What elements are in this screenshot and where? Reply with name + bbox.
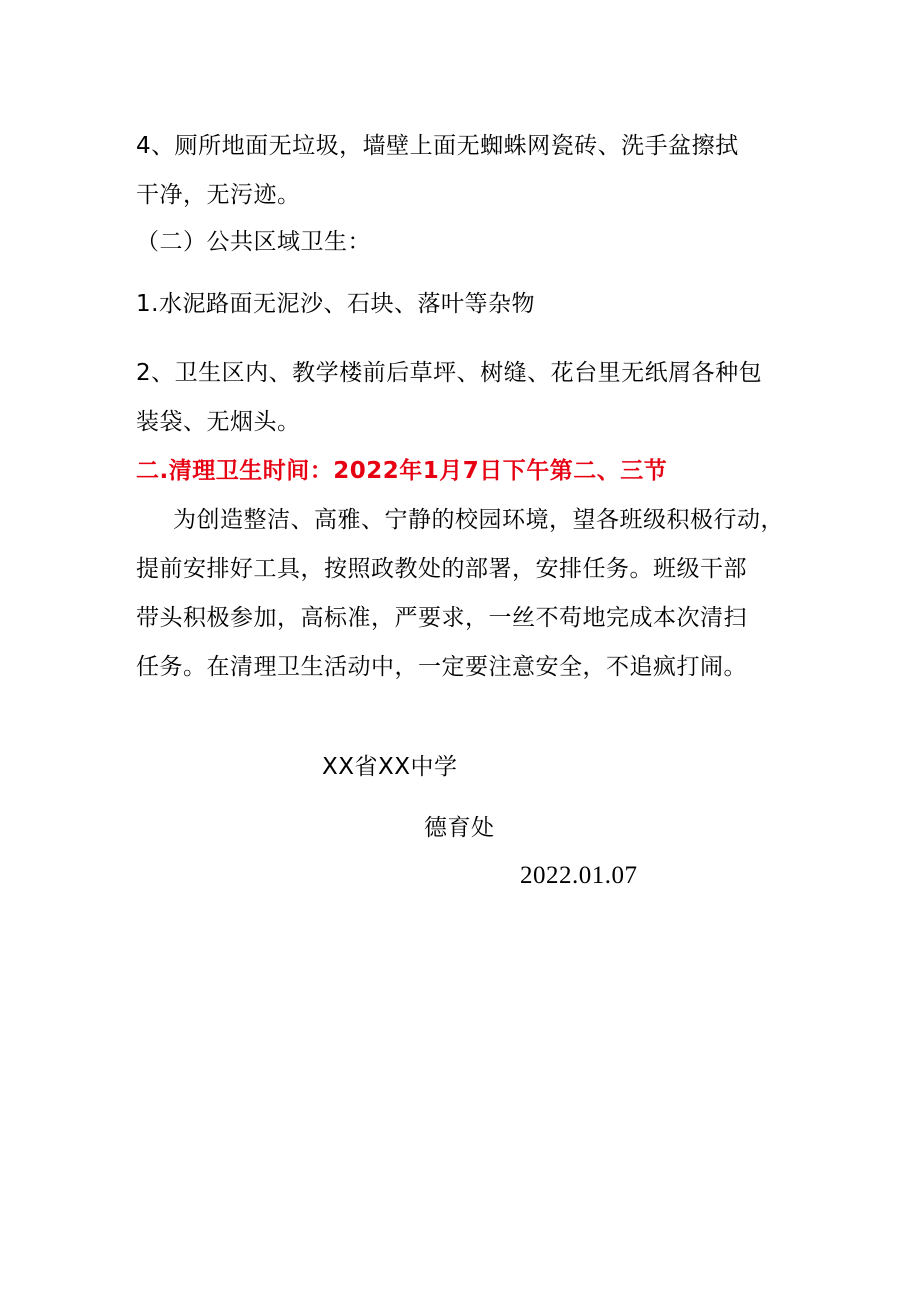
restroom-item-4-line-2: 干净，无污迹。: [136, 182, 301, 208]
notice-paragraph-line-1: 为创造整洁、高雅、宁静的校园环境，望各班级积极行动，: [173, 507, 784, 533]
public-item-1: 1.水泥路面无泥沙、石块、落叶等杂物: [136, 291, 535, 317]
cleaning-time-heading: 二.清理卫生时间：2022年1月7日下午第二、三节: [136, 458, 668, 484]
public-item-2-line-2: 装袋、无烟头。: [136, 409, 301, 435]
restroom-item-4-line-1: 4、厕所地面无垃圾，墙壁上面无蜘蛛网瓷砖、洗手盆擦拭: [136, 133, 739, 159]
signature-school: XX省XX中学: [322, 754, 458, 780]
signature-date: 2022.01.07: [520, 862, 638, 889]
signature-department: 德育处: [424, 815, 495, 841]
notice-paragraph-line-2: 提前安排好工具，按照政教处的部署，安排任务。班级干部: [136, 556, 747, 582]
notice-paragraph-line-4: 任务。在清理卫生活动中，一定要注意安全，不追疯打闹。: [136, 654, 747, 680]
public-area-heading: （二）公共区域卫生：: [136, 229, 371, 255]
public-item-2-line-1: 2、卫生区内、教学楼前后草坪、树缝、花台里无纸屑各种包: [136, 360, 763, 386]
notice-paragraph-line-3: 带头积极参加，高标准，严要求，一丝不苟地完成本次清扫: [136, 605, 747, 631]
